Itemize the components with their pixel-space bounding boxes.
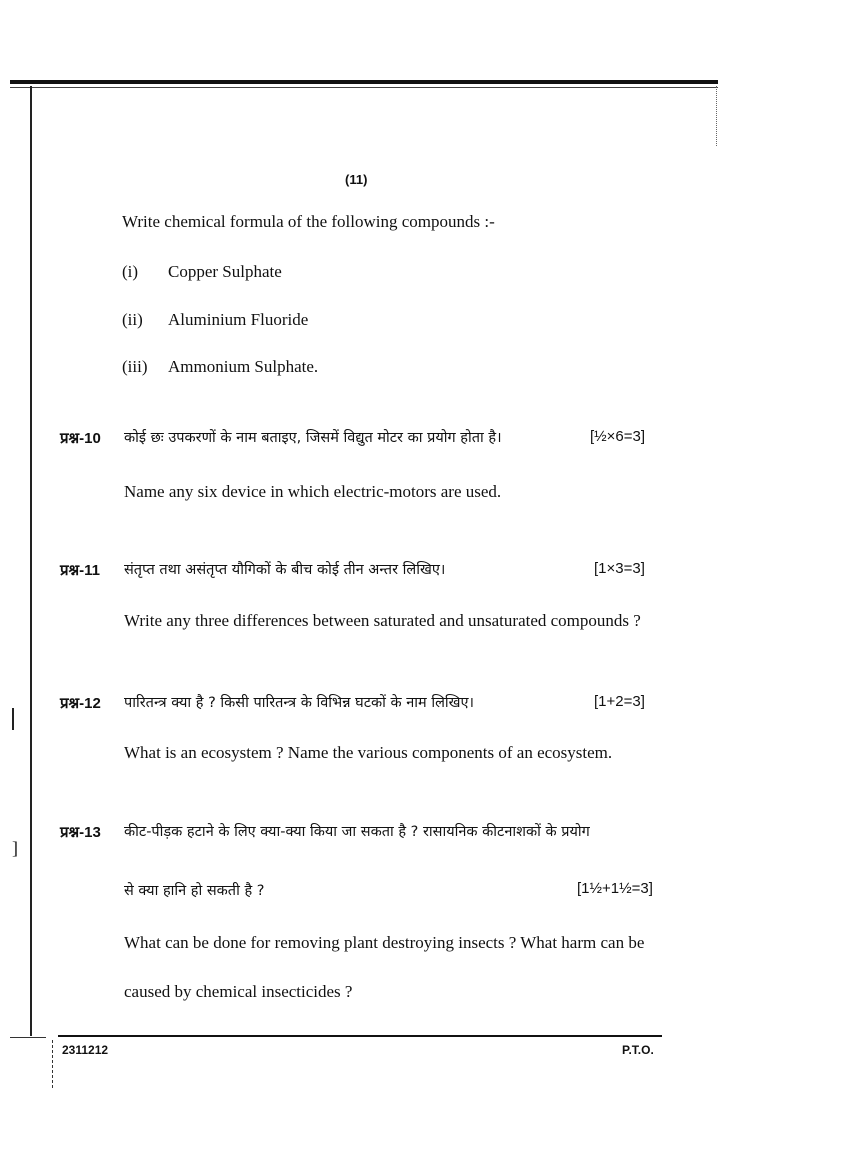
- question-marks: [1½+1½=3]: [577, 880, 653, 897]
- question-number: प्रश्न-13: [60, 824, 101, 841]
- margin-bracket-mark: ]: [12, 838, 18, 858]
- top-border-rule-thin: [10, 87, 718, 88]
- question-text-english: What is an ecosystem ? Name the various components of an ecosystem.: [124, 743, 613, 762]
- question-text-hindi: कोई छः उपकरणों के नाम बताइए, जिसमें विद्युत मोटर का प्रयोग होता है।: [124, 430, 502, 446]
- question-text-english-line2: caused by chemical insecticides ?: [124, 982, 353, 1001]
- pto-label: P.T.O.: [622, 1043, 654, 1057]
- question-text-hindi-line2: से क्या हानि हो सकती है ?: [124, 883, 265, 899]
- footer-margin-dashes: [52, 1040, 54, 1088]
- right-margin-rule: [716, 86, 718, 146]
- question-text-english: Name any six device in which electric-motors are used.: [124, 482, 502, 501]
- question-text-english-line1: What can be done for removing plant destroying insects ? What harm can be: [124, 933, 645, 952]
- q9-item-text: Aluminium Fluoride: [168, 310, 309, 329]
- question-text-hindi: पारितन्त्र क्या है ? किसी पारितन्त्र के विभिन्न घटकों के नाम लिखिए।: [124, 695, 475, 711]
- footer-rule: [58, 1035, 662, 1037]
- question-number: प्रश्न-10: [60, 430, 101, 447]
- q9-item-text: Ammonium Sulphate.: [168, 357, 319, 376]
- margin-tick: [12, 708, 14, 730]
- page-number: (11): [345, 172, 368, 187]
- top-border-rule: [10, 80, 718, 84]
- question-text-hindi: संतृप्त तथा असंतृप्त यौगिकों के बीच कोई तीन अन्तर लिखिए।: [124, 562, 446, 578]
- q9-item-text: Copper Sulphate: [168, 262, 282, 281]
- question-marks: [1×3=3]: [594, 560, 645, 577]
- q9-item-num: (iii): [122, 357, 148, 376]
- question-text-hindi-line1: कीट-पीड़क हटाने के लिए क्या-क्या किया जा सकता है ? रासायनिक कीटनाशकों के प्रयोग: [124, 824, 590, 840]
- question-marks: [½×6=3]: [590, 428, 646, 445]
- paper-code: 2311212: [62, 1043, 109, 1057]
- q9-item-num: (i): [122, 262, 139, 281]
- question-number: प्रश्न-12: [60, 695, 101, 712]
- left-margin-rule: [30, 86, 32, 1036]
- footer-margin-rule: [10, 1037, 46, 1038]
- q9-instruction: Write chemical formula of the following compounds :-: [122, 212, 495, 231]
- q9-item-num: (ii): [122, 310, 143, 329]
- question-number: प्रश्न-11: [60, 562, 100, 579]
- question-text-english: Write any three differences between saturated and unsaturated compounds ?: [124, 611, 641, 630]
- question-marks: [1+2=3]: [594, 693, 645, 710]
